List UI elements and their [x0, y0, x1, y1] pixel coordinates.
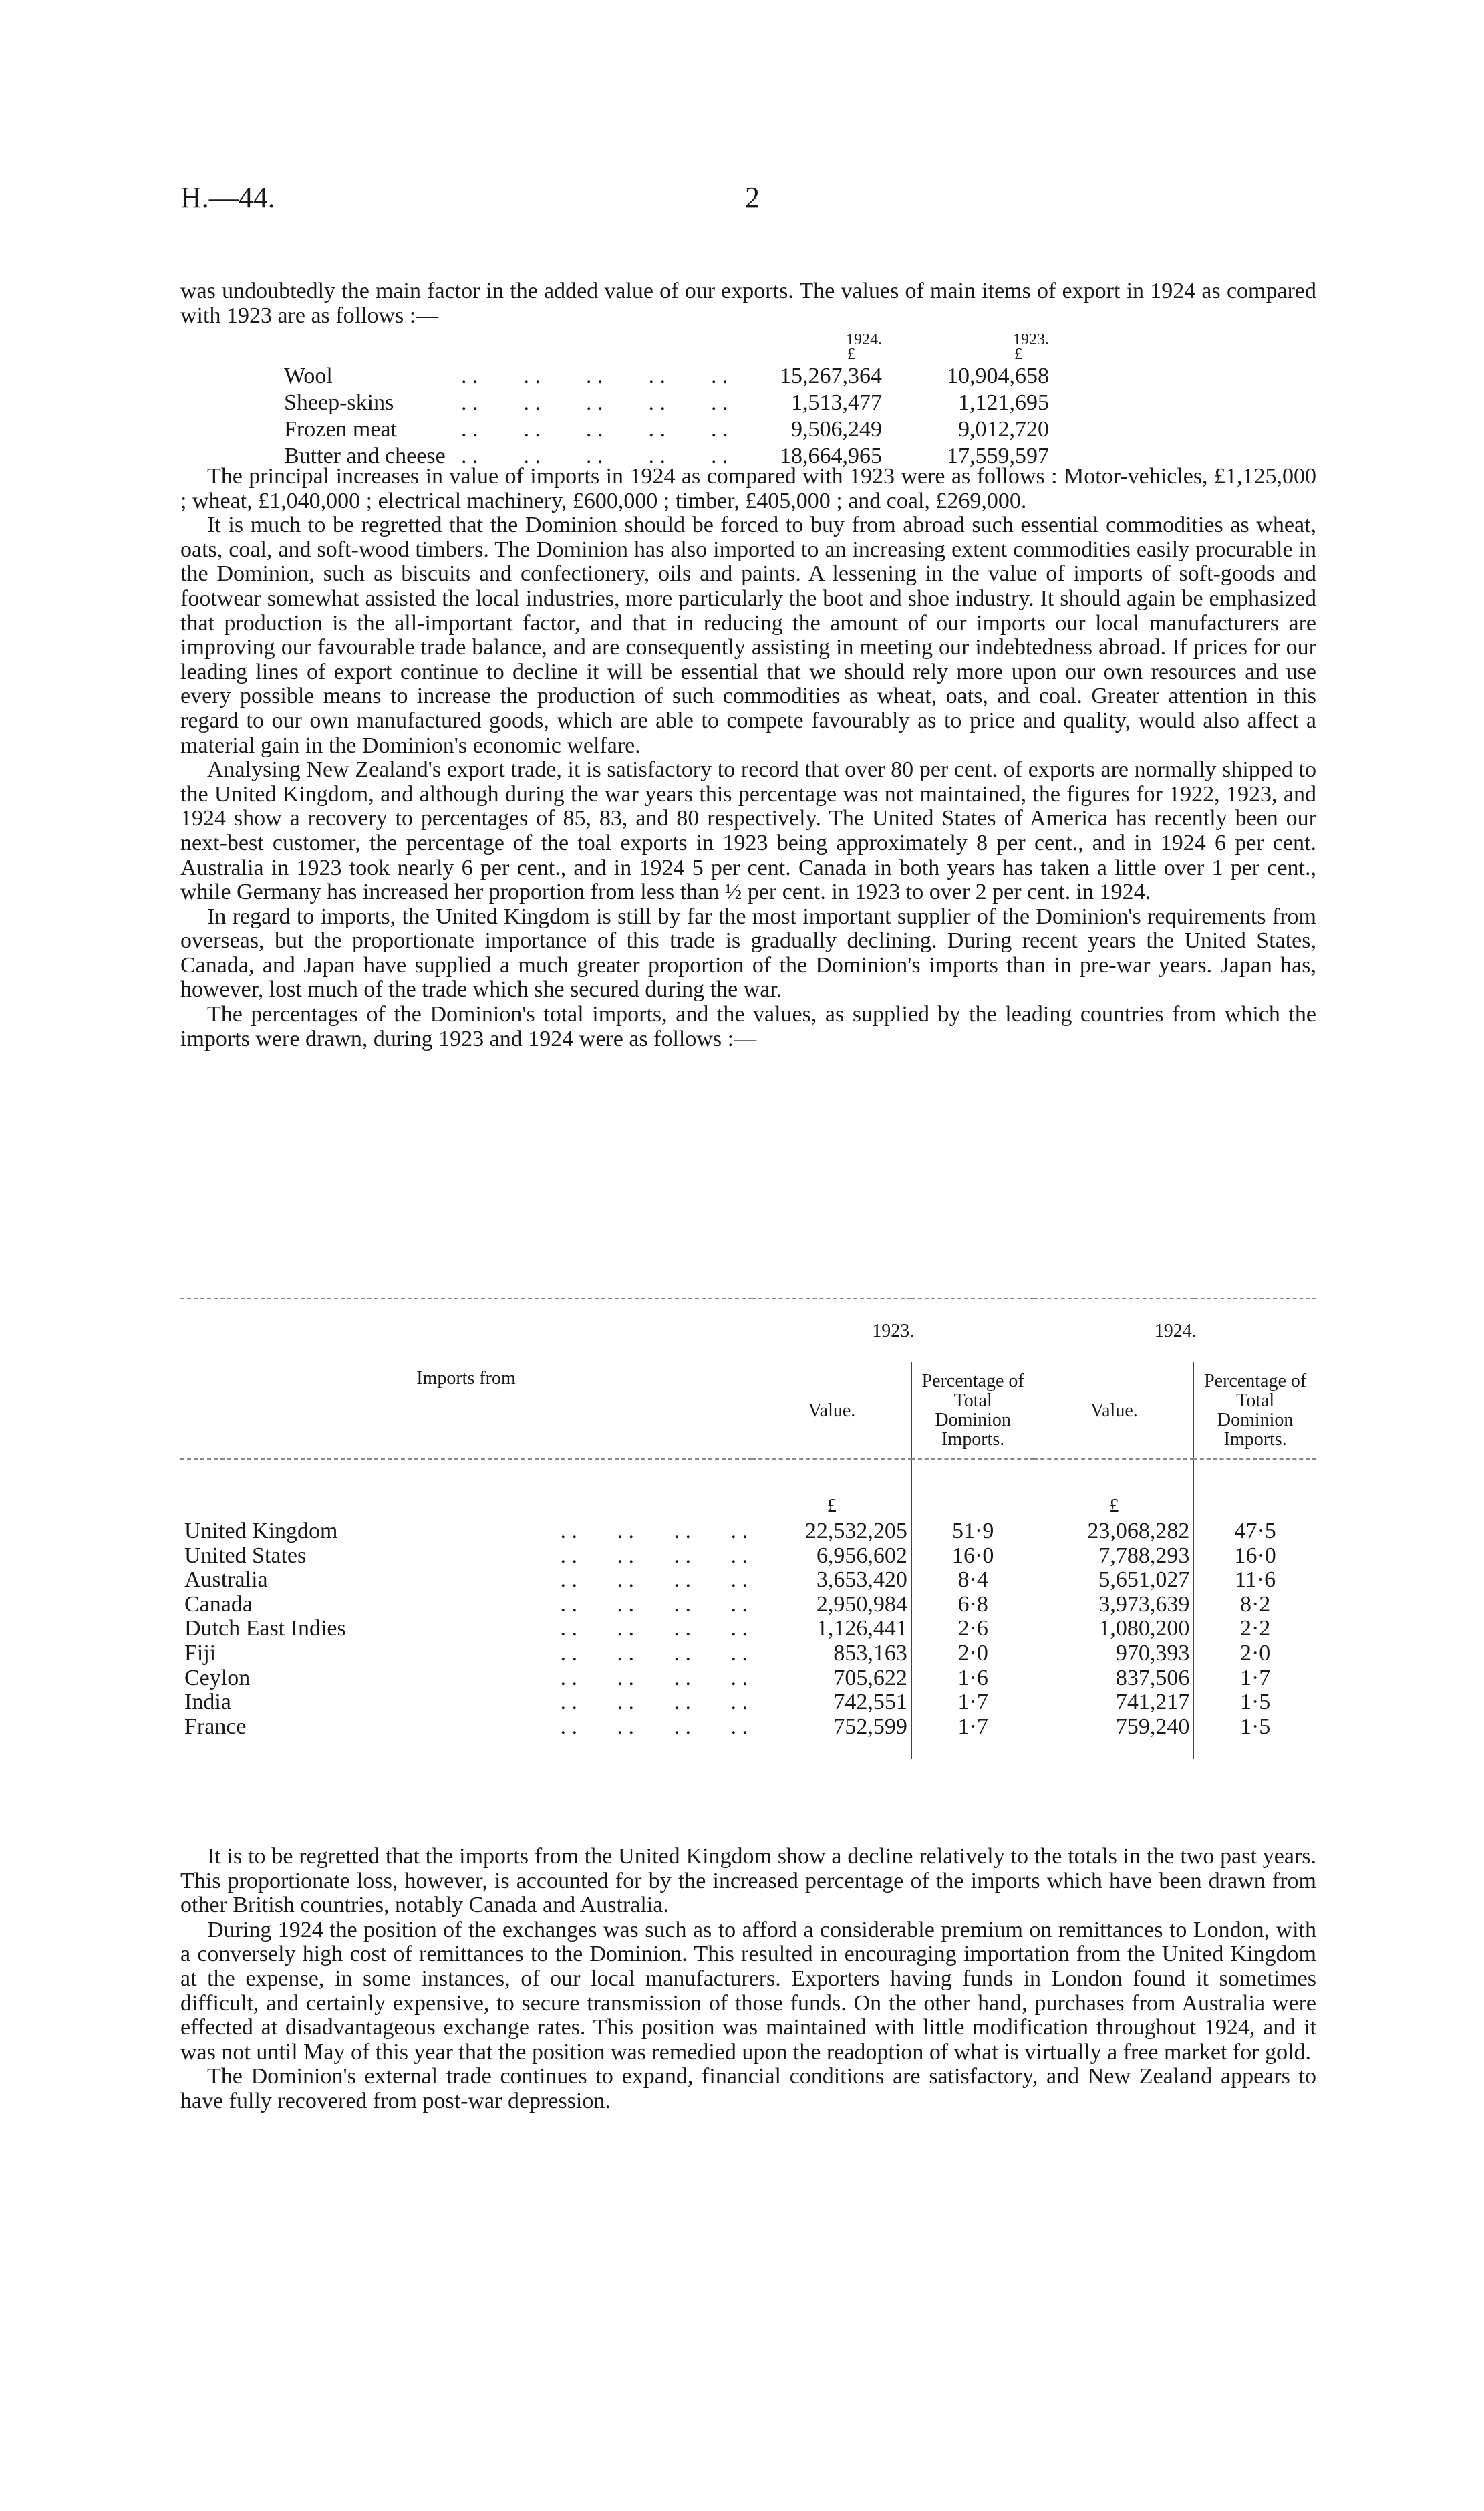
value-1924: 23,068,282 [1034, 1519, 1194, 1544]
value-1924: 3,973,639 [1034, 1593, 1194, 1617]
value-header: Value. [1034, 1362, 1194, 1459]
country: United Kingdom [184, 1518, 338, 1543]
table-row [180, 1690, 1316, 1715]
value-1923: 3,653,420 [752, 1568, 912, 1593]
percent-1924: 2·2 [1194, 1617, 1316, 1641]
country: Canada [184, 1591, 253, 1617]
body-text-middle [180, 465, 1316, 1051]
value-1923: 9,012,720 [958, 417, 1049, 442]
percentage-header: Percentage of Total Dominion Imports. [1194, 1362, 1316, 1459]
paragraph: During 1924 the position of the exchanges was such as to afford a considerable premium on remittances to London, with a conversely high cost of remittances to the Dominion. This resulted in encouraging importation from the United Kingdom at the expense, in some instances, of our local manufacturers. Exporters having funds in London found it sometimes difficult, and certainly expensive, to secure transmission of those funds. On the other hand, purchases from Australia were effected at disadvantageous exchange rates. This position was maintained with little modification throughout 1924, and it was not until May of this year that the position was remedied upon the readoption of what is virtually a free market for gold. [180, 1917, 1316, 2065]
value-1924: 9,506,249 [791, 417, 882, 442]
leader-dots: . . . . . . . . . . [461, 364, 728, 388]
page-number: 2 [745, 181, 760, 214]
paragraph: The Dominion's external trade continues to expand, financial conditions are satisfactory, and New Zealand appears to have fully recovered from post-war depression. [180, 2064, 1316, 2113]
value-1923: 1,126,441 [752, 1617, 912, 1641]
percent-1923: 16·0 [911, 1544, 1034, 1569]
table-row [180, 1641, 1316, 1666]
paragraph: It is to be regretted that the imports from the United Kingdom show a decline relatively to the totals in the two past years. This proportionate loss, however, is accounted for by the increased percentage of the imports which have been drawn from other British countries, notably Canada and Australia. [180, 1844, 1316, 1918]
table-row [180, 1715, 1316, 1740]
unit: £ [847, 346, 855, 363]
value-1923: 17,559,597 [947, 444, 1049, 469]
value-1924: 759,240 [1034, 1715, 1194, 1740]
country: Australia [184, 1567, 268, 1593]
percentage-header: Percentage of Total Dominion Imports. [911, 1362, 1034, 1459]
country: India [184, 1690, 231, 1715]
paragraph: The principal increases in value of imports in 1924 as compared with 1923 were as follows : Motor-vehicles, £1,125,000 ; wheat, £1,040,000 ; electrical machinery, £600,000 ; timber, £405,000 ; and coal, £269,000. [180, 464, 1316, 513]
table-row [180, 1666, 1316, 1691]
leader-dots: . . . . . . . . [560, 1690, 748, 1715]
col-1924: 1924. [846, 331, 882, 348]
leader-dots: . . . . . . . . . . [461, 417, 728, 442]
percent-1923: 2·0 [911, 1641, 1034, 1666]
value-1923: 22,532,205 [752, 1519, 912, 1544]
export-item: Butter and cheese [284, 444, 446, 469]
export-item: Sheep-skins [284, 390, 394, 415]
value-1924: 18,664,965 [780, 444, 882, 469]
paragraph: In regard to imports, the United Kingdom is still by far the most important supplier of the Dominion's requirements from overseas, but the proportionate importance of this trade is gradually declining. During recent years the United States, Canada, and Japan have supplied a much greater proportion of the Dominion's imports than in pre-war years. Japan has, however, lost much of the trade which she secured during the war. [180, 904, 1316, 1003]
value-1923: 705,622 [752, 1666, 912, 1691]
export-item: Wool [284, 364, 333, 388]
table-row [180, 1544, 1316, 1569]
value-1924: 837,506 [1034, 1666, 1194, 1691]
table-row [180, 1519, 1316, 1544]
percent-1924: 1·5 [1194, 1715, 1316, 1740]
value-1924: 970,393 [1034, 1641, 1194, 1666]
value-1923: 1,121,695 [958, 390, 1049, 415]
intro-paragraph [180, 279, 1316, 328]
paragraph: It is much to be regretted that the Dominion should be forced to buy from abroad such essential commodities as wheat, oats, coal, and soft-wood timbers. The Dominion has also imported to an increasing extent commodities easily procurable in the Dominion, such as biscuits and confectionery, oils and paints. A lessening in the value of imports of soft-goods and footwear somewhat assisted the local industries, more particularly the boot and shoe industry. It should again be emphasized that production is the all-important factor, and that in reducing the amount of our imports our local manufacturers are improving our favourable trade balance, and are consequently assisting in meeting our indebtedness abroad. If prices for our leading lines of export continue to decline it will be essential that we should rely more upon our own resources and use every possible means to increase the production of such commodities as wheat, oats, and coal. Greater attention in this regard to our own manufactured goods, which are able to compete favourably as to price and quality, would also affect a material gain in the Dominion's economic welfare. [180, 513, 1316, 758]
percent-1923: 1·6 [911, 1666, 1034, 1691]
table-row [180, 1593, 1316, 1617]
table-row [180, 1617, 1316, 1641]
leader-dots: . . . . . . . . [560, 1591, 748, 1617]
value-1923: 6,956,602 [752, 1544, 912, 1569]
imports-table [180, 1298, 1316, 1759]
percent-1923: 2·6 [911, 1617, 1034, 1641]
leader-dots: . . . . . . . . [560, 1518, 748, 1543]
percent-1924: 2·0 [1194, 1641, 1316, 1666]
leader-dots: . . . . . . . . [560, 1640, 748, 1666]
percent-1923: 8·4 [911, 1568, 1034, 1593]
leader-dots: . . . . . . . . [560, 1567, 748, 1593]
body-text-end [180, 1845, 1316, 2114]
country: Ceylon [184, 1665, 251, 1690]
country: France [184, 1714, 247, 1739]
percent-1923: 6·8 [911, 1593, 1034, 1617]
value-1923: 752,599 [752, 1715, 912, 1740]
value-1924: 1,080,200 [1034, 1617, 1194, 1641]
paragraph: The percentages of the Dominion's total imports, and the values, as supplied by the leading countries from which the imports were drawn, during 1923 and 1924 were as follows :— [180, 1002, 1316, 1051]
leader-dots: . . . . . . . . [560, 1665, 748, 1690]
leader-dots: . . . . . . . . [560, 1714, 748, 1739]
percent-1924: 8·2 [1194, 1593, 1316, 1617]
country: United States [184, 1543, 307, 1568]
year-1924-header: 1924. [1034, 1299, 1316, 1362]
percent-1924: 11·6 [1194, 1568, 1316, 1593]
paragraph: was undoubtedly the main factor in the added value of our exports. The values of main items of export in 1924 as compared with 1923 are as follows :— [180, 279, 1316, 328]
country: Fiji [184, 1640, 216, 1666]
percent-1923: 1·7 [911, 1690, 1034, 1715]
percent-1924: 1·5 [1194, 1690, 1316, 1715]
unit: £ [752, 1459, 912, 1519]
leader-dots: . . . . . . . . . . [461, 444, 728, 469]
value-1924: 15,267,364 [780, 364, 882, 388]
col-imports-from: Imports from [416, 1367, 516, 1389]
percent-1923: 1·7 [911, 1715, 1034, 1740]
document-reference: H.—44. [180, 181, 275, 214]
leader-dots: . . . . . . . . . . [461, 390, 728, 415]
percent-1924: 1·7 [1194, 1666, 1316, 1691]
leader-dots: . . . . . . . . [560, 1616, 748, 1641]
unit: £ [1014, 346, 1022, 363]
paragraph: Analysing New Zealand's export trade, it is satisfactory to record that over 80 per cent. of exports are normally shipped to the United Kingdom, and although during the war years this percentage was not maintained, the figures for 1922, 1923, and 1924 show a recovery to percentages of 85, 83, and 80 respectively. The United States of America has recently been our next-best customer, the percentage of the toal exports in 1923 being approximately 8 per cent., and in 1924 6 per cent. Australia in 1923 took nearly 6 per cent., and in 1924 5 per cent. Canada in both years has taken a little over 1 per cent., while Germany has increased her proportion from less than ½ per cent. in 1923 to over 2 per cent. in 1924. [180, 757, 1316, 905]
unit: £ [1034, 1459, 1194, 1519]
percent-1923: 51·9 [911, 1519, 1034, 1544]
leader-dots: . . . . . . . . [560, 1543, 748, 1568]
country: Dutch East Indies [184, 1616, 346, 1641]
exports-table [180, 327, 1316, 469]
value-1923: 2,950,984 [752, 1593, 912, 1617]
percent-1924: 47·5 [1194, 1519, 1316, 1544]
value-1923: 742,551 [752, 1690, 912, 1715]
table-row [180, 1568, 1316, 1593]
value-1924: 7,788,293 [1034, 1544, 1194, 1569]
value-1924: 1,513,477 [791, 390, 882, 415]
year-1923-header: 1923. [752, 1299, 1034, 1362]
value-1924: 5,651,027 [1034, 1568, 1194, 1593]
value-header: Value. [752, 1362, 912, 1459]
value-1923: 10,904,658 [947, 364, 1049, 388]
value-1924: 741,217 [1034, 1690, 1194, 1715]
export-item: Frozen meat [284, 417, 397, 442]
percent-1924: 16·0 [1194, 1544, 1316, 1569]
col-1923: 1923. [1013, 331, 1049, 348]
value-1923: 853,163 [752, 1641, 912, 1666]
